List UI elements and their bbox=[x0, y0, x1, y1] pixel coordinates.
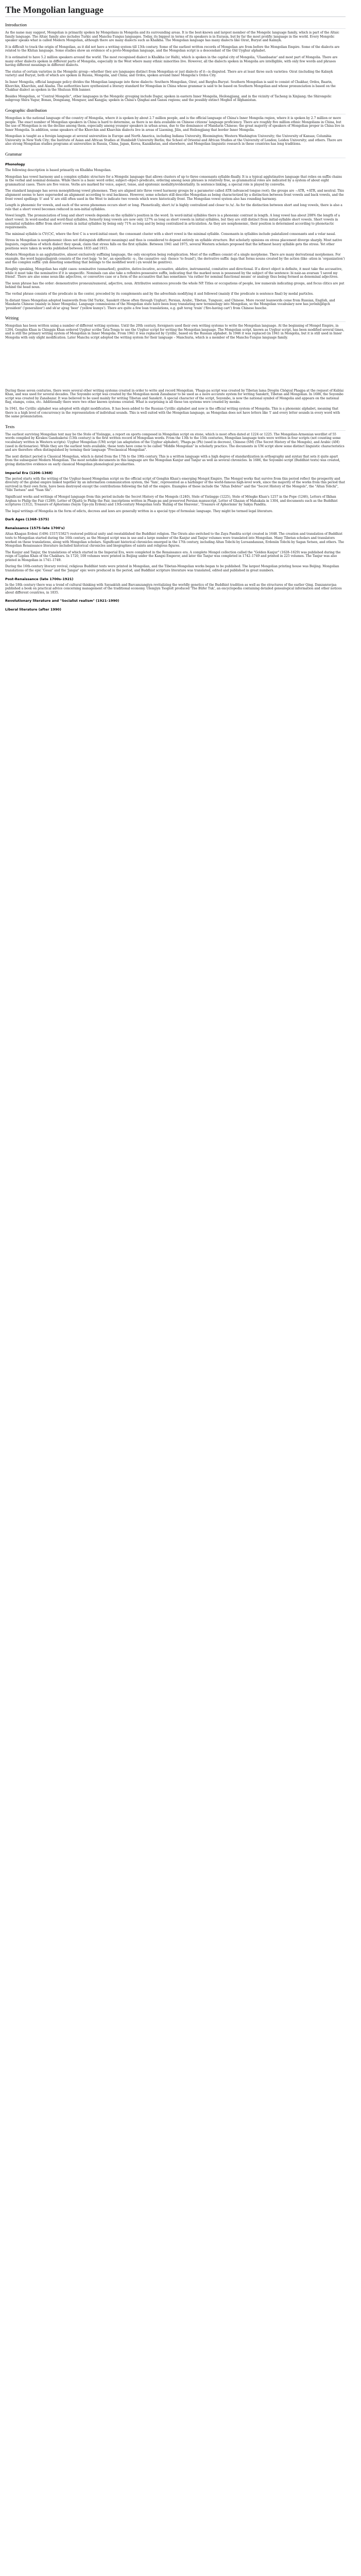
paragraph: In the 18th century there was a trend of cultural thinking with Sayaaktzh and Barcamzangiyn revitalizing the worldly genetics of the Buddhist tradition as well as the structures of the earlier Qing. Danzanravjaa published a book on practical advice concerning management of the traditional economy. Ulemjiyn Tsoglolt produced 'The Büfer Tuk', an encyclopedia containing detailed genealogical information and other notices about different countries, in 1835. bbox=[5, 583, 342, 595]
paragraph: The minimal syllable is CV(C)C, where the first C is a word-initial onset; the consonant cluster with a short vowel is the minimal syllable. Consonants in syllables include palatalized consonants and a velar nasal. bbox=[5, 232, 336, 236]
article bbox=[0, 0, 351, 619]
paragraph: In Inner Mongolia, official language policy divides the Mongolian language into three dialects: Southern Mongolian, Oirat, and Barghu-Buryat. Southern Mongolian is said to consist of Chakhar, Ordos, Baarin, Khorchin, Kharchin, and Alasha. The authorities have synthesized a literary standard for Mongolian in China whose grammar is said to be based on Southern Mongolian and whose pronunciation is based on the Chakhar dialect as spoken in the Shuluun Höh banner. bbox=[5, 80, 336, 92]
subheading-post-renaissance: Post-Renaissance (late 1700s–1921) bbox=[5, 577, 74, 581]
paragraph: The status of certain varieties in the Mongolic group—whether they are languages distinct from Mongolian or just dialects of it—is disputed. There are at least three such varieties: Oirat (including the Kalmyk variety) and Buryat, both of which are spoken in Russia, Mongolia, and China; and Ordos, spoken around Inner Mongolia's Ordos City. bbox=[5, 70, 333, 78]
section-heading-geographic-distribution: Geographic distribution bbox=[5, 108, 346, 114]
paragraph: It is estimated to have 5.2 million speakers around the world. The most recognised dialect is Khalkha (or Halh), which is spoken in the capital city of Mongolia, 'Ulaanbaatar' and most part of Mongolia. There are many other dialects spoken in different parts of Mongolia, especially in the West where many ethnic minorities live. However, all the dialects spoken in Mongolia are intelligible, with only few words and phrases having different meanings in different dialects. bbox=[5, 55, 338, 67]
paragraph: The noun phrase has the order: demonstrative pronoun/numeral, adjective, noun. Attributive sentences precede the whole NP. Titles or occupations of people, low numerals indicating groups, and focus clitics are put behind the head noun. bbox=[5, 281, 345, 290]
paragraph: Mongolian is taught as a foreign language at several universities in Europe and North America, including Indiana University, Bloomington; Western Washington University; the University of Kansas; Columbia University in New York City; the Institute of Asian and African Studies at Humboldt University Berlin; the School of Oriental and African Studies at the University of London; Leiden University; and others. There are also strong Mongolian studies programs at universities in Russia, China, Japan, Korea, Kazakhstan, and elsewhere, and Mongolian linguistic research in these countries has long traditions. bbox=[5, 134, 342, 146]
paragraph: The earliest surviving Mongolian text may be the Stele of Yisüngge, a report on sports composed in Mongolian script on stone, which is most often dated at 1224 or 1225. The Mongolian-Armenian wordlist of 55 words compiled by Kirakos Gandzaketsi (13th century) is the first written record of Mongolian words. From the 13th to the 15th centuries, Mongolian language texts were written in four scripts (not counting some vocabulary written in Western scripts): Uyghur Mongolian (UM) script (an adaptation of the Uyghur alphabet), 'Phags-pa (Ph) (used in decrees), Chinese (SM) (The Secret History of the Mongols), and Arabic (AM) (used in dictionaries). While they are the earliest texts available, these texts have come to be called "Middle Mongolian" in scholarly practice. The documents in UM script show some distinct linguistic characteristics and are therefore often distinguished by terming their language "Preclassical Mongolian". bbox=[5, 432, 345, 452]
paragraph: Length is phonemic for vowels, and each of the seven phonemes occurs short or long. Phonetically, short /o/ is highly centralized and closer to /u/. As for the distinction between short and long vowels, there is also a rule that a short vowel becomes reduced in non-initial syllables. bbox=[5, 204, 342, 211]
subheading-liberal-literature: Liberal literature (after 1990) bbox=[5, 607, 61, 612]
section-heading-writing: Writing bbox=[5, 315, 346, 322]
paragraph: It is difficult to track the origin of Mongolian, as it did not have a writing system till 13th century. Some of the earliest written records of Mongolian are from before the Mongolian Empire. Some of the dialects are related to the Khitan language. Some studies show an evidence of a proto-Mongolian language, and the Mongolian script is a descendant of the Old Uyghur alphabet. bbox=[5, 45, 340, 53]
section-heading-introduction: Introduction bbox=[5, 22, 346, 29]
subheading-imperial-era: Imperial Era (1206–1368) bbox=[5, 470, 53, 475]
paragraph: The legal writings of Mongolia in the form of edicts, decrees and laws are generally written in a special type of formulaic language. They might be termed legal literature. bbox=[5, 509, 273, 513]
paragraph: Modern Mongolian is an agglutinative, almost exclusively suffixing language, the only exception being reduplication. Most of the suffixes consist of a single morpheme. There are many derivational morphemes. For example, the word bajguullagynh consists of the root bajg- 'to be', an epenthetic -u-, the causative -uul- (hence 'to found'), the derivative suffix -laga that forms nouns created by the action (like -ation in 'organization') and the complex suffix -ynh denoting something that belongs to the modified word (-yn would be genitive). bbox=[5, 253, 345, 265]
paragraph: Mongolian has vowel harmony and a complex syllabic structure for a Mongolic language that allows clusters of up to three consonants syllable-finally. It is a typical agglutinative language that relies on suffix chains in the verbal and nominal domains. While there is a basic word order, subject–object–predicate, ordering among noun phrases is relatively free, as grammatical roles are indicated by a system of about eight grammatical cases. There are five voices. Verbs are marked for voice, aspect, tense, and epistemic modality/evidentiality. In sentence linking, a special role is played by converbs. bbox=[5, 175, 342, 187]
paragraph: Significant works and writings of Mongol language from this period include the Secret History of the Mongols (1240), Stele of Yisüngge (1225), Stele of Möngke Khan's 1257 in the Pope (1246), Letters of Ilkhan Arghun to Philip the Fair (1289), Letter of Öljaitü to Philip the Fair, inscriptions written in Phags-pa and preserved Persian manuscript, Letter of Ghazan of Mahakala in 1304, and documents such as the Buddhist scriptures (1312), Treasure of Aphorisms (Sayin Üge-yin Erdeni) and 13th-century Mongolian texts 'Ruling of the Heavens', 'Treasure of Aphorisms' by Sakya Pandita. bbox=[5, 495, 338, 507]
paragraph: Mongolian has been written using a number of different writing systems. Until the 20th century, foreigners used their own writing systems to write the Mongolian language. At the beginning of Mongol Empire, in 1204, Genghis Khan in Chinggis Khan ordered Uyghur scribe Tata-Tonga to use the Uyghur script for writing the Mongolian language. The Mongolian script, known as Uyghur script, has been modified several times, and is still the primary writing system of Mongolian in Inner Mongolia. From 1941 it was replaced by Cyrillic, based on the Russian alphabet. In 1946 it was replaced (in 1941 in Mongolia, but it is still used in Inner Mongolia with only slight modification. Later Manchu script adopted the writing system for their language – Manchuria, which is a member of the Manchu-Tungus language family. bbox=[5, 324, 345, 340]
paragraph: The Kanjur and Tanjur, the translations of which started in the Imperial Era, were completed in the Renaissance era. A complete Mongol collection called the "Golden Kanjur" (1628–1629) was published during the reign of Ligdan Khan of the Chakhars. In 1720, 108 volumes were printed in Beijing under the Kangxi Emperor, and later the Tanjur was completed in 1742–1749 and printed in 225 volumes. The Tanjur was also printed in Mongolian in 1741–1749. bbox=[5, 550, 341, 562]
subheading-revolutionary-literature: Revolutionary literature and "Socialist realism" (1921–1990) bbox=[5, 599, 119, 603]
subheading-dark-ages: Dark Ages (1368–1575) bbox=[5, 517, 49, 522]
paragraph: In distant times Mongolian adopted loanwords from Old Turkic, Sanskrit (these often through Uyghur), Persian, Arabic, Tibetan, Tungusic, and Chinese. More recent loanwords come from Russian, English, and Mandarin Chinese (mainly in Inner Mongolia). Language commissions of the Mongolian state have been busy translating new terminology into Mongolian, so the Mongolian vocabulary now has jerönhijlögch 'president' ('generalizer') and sh'ar ajrag 'beer' ('yellow kumys'). There are quite a few loan translations, e.g. galt tereg 'train' ('fire-having cart') from Chinese huoche. bbox=[5, 298, 335, 310]
paragraph: Vowel length. The pronunciation of long and short vowels depends on the syllable's position in the word. In word-initial syllables there is a phonemic contrast in length. A long vowel has about 208% the length of a short vowel. In word-medial and word-final syllables, formerly long vowels are now only 127% as long as short vowels in initial syllables, but they are still distinct from initial-syllable short vowels. Short vowels in noninitial syllables differ from short vowels in initial syllables by being only 71% as long and by being centralized in articulation. As they are nonphonemic, their position is determined according to phonotactic requirements. bbox=[5, 214, 340, 230]
paragraph: The following description is based primarily on Khalkha Mongolian. bbox=[5, 168, 112, 173]
subheading-renaissance: Renaissance (1575–late 1700's) bbox=[5, 526, 65, 531]
paragraph: Besides Mongolian, or "Central Mongolic", other languages in the Mongolic grouping include Dagur, spoken in eastern Inner Mongolia, Heilongjiang, and in the vicinity of Tacheng in Xinjiang; the Shirongolic subgroup Shira Yugur, Bonan, Dongxiang, Monguor, and Kangjia; spoken in China's Qinghai and Gansu regions; and the possibly extinct Moghol of Afghanistan. bbox=[5, 94, 332, 103]
paragraph: During these seven centuries, there were several other writing systems created in order to write and record Mongolian. 'Phags-pa script was created by Tibetan lama Drogön Chögyal Phagpa at the request of Kublai Khan, and was used for several decades. The Soyombo script was created by the Mongolian monk Zanabazar to be used as a more accurate system for writing Sanskrit, Tibetan and Mongolian. In 1686, the Soyombo script was created by Zanabazar. It was believed to be used mainly for writing Tibetan and Sanskrit. A special character of the script, Soyombo, is now the national symbol of Mongolia and appears on the national flag, stamps, coins, etc. Additionally there were two other known systems created. What is surprising is all these ten systems were created by monks. bbox=[5, 388, 344, 404]
page-title: The Mongolian language bbox=[5, 4, 346, 17]
subheading-phonology: Phonology bbox=[5, 162, 25, 167]
paragraph: Stress in Mongolian is nonphonemic (does not distinguish different meanings) and thus is considered to depend entirely on syllable structure. But scholarly opinions on stress placement diverge sharply. Most native linguists, regardless of which dialect they speak, claim that stress falls on the first syllable. Between 1941 and 1975, several Western scholars proposed that the leftmost heavy syllable gets the stress. Yet other positions were taken in works published between 1835 and 1915. bbox=[5, 239, 342, 250]
section-heading-texts: Texts bbox=[5, 424, 346, 431]
paragraph: Mongolian is the national language of the country of Mongolia, where it is spoken by about 2.7 million people, and is the official language of China's Inner Mongolia region, where it is spoken by 2.7 million or more people. The exact number of Mongolian speakers in China is hard to determine, as there is no data available on Chinese citizens' language proficiency. There are roughly five million ethnic Mongolians in China, but the use of Mongolian is on the decline among them, especially among younger speakers in urban areas, due to the dominance of Mandarin Chinese; the great majority of speakers of Mongolian proper in China live in Inner Mongolia. In addition, some speakers of the Khorchin and Kharchin dialects live in areas of Liaoning, Jilin, and Heilongjiang that border Inner Mongolia. bbox=[5, 116, 345, 132]
paragraph: As the name may suggest, Mongolian is primarily spoken by Mongolians in Mongolia and its surrounding areas. It is the best-known and largest member of the Mongolic language family, which is part of the Altaic family language. The Altaic family also includes Turkic and Manchu-Tungus languages. Today, its biggest in terms of its speakers is in Eurasia, but by far the most prolific language in the world. Every Mongolic speaker speaks what is called Modern Mongolian, although there are many dialects such as Khalkha. The Mongolian language has many dialects like Oirat, Buryat and Kalmyk. bbox=[5, 31, 339, 43]
paragraph: The period starts with the writing of the Uyghur-based Mongolian script on the official script of Genghis Khan's emerging Mongol Empire. The Mongol works that survive from this period reflect the prosperity and diversity of the global empire linked together by an information communication system, the 'Yam', represented as a harbinger of the world-famous high-level work, since the majority of the works from this period that survived in their own form, have been destroyed except the contributions following the fall of the empire. Examples of these include the "Altan Debter" and the "Secret History of the Mongols", the "Altan Tobchi", "Sibi Tsetsen" and "Yuan Shi". bbox=[5, 477, 345, 493]
paragraph: The next distinct period is Classical Mongolian, which is dated from the 17th to the 19th century. This is a written language with a high degree of standardization in orthography and syntax that sets it quite apart from the subsequent Modern Mongolian. The most notable documents in this language are the Mongolian Kanjur and Tanjur as well as several chronicles. In 1686, the Soyombo script (Buddhist texts) was created, giving distinctive evidence on early classical Mongolian phonological peculiarities. bbox=[5, 454, 340, 466]
paragraph: The verbal phrase consists of the predicate in the center, preceded by its complements and by the adverbials modifying it and followed (mainly if the predicate is sentence final) by modal particles. bbox=[5, 292, 314, 296]
paragraph: During the 16th-century literary revival, religious Buddhist texts were printed in Mongolian, and the Tibetan-Mongolian works began to be published. The largest Mongolian printing house was Beijing. Mongolian translations of the epic 'Gesar' and the 'Jangar' epic were produced in the period, and Buddhist scripture literature was translated, edited and published in great numbers. bbox=[5, 565, 339, 573]
paragraph: In 1941, the Cyrillic alphabet was adopted with slight modification. It has been added to the Russian Cyrillic alphabet and now is the official writing system of Mongolia. This is a phonemic alphabet, meaning that there is a high level of concurrency in the representation of individual sounds. This is well suited with the Mongolian language, as Mongolian does not have letters like 'l' and every letter sounds in every word with the same pronunciation. bbox=[5, 407, 340, 419]
paragraph: Altan Khagan Erdeni (1494–1557/1582?) restored political unity and reestablished the Buddhist religion. The Oirats also switched to the Zaya Pandita script created in 1648. The creation and translation of Buddhist texts to Mongolian started during the 16th century, as the Mongol script was in use and a large number of the Kanjur and Tanjur volumes were translated into Mongolian. Many Tibetan scholars and translators worked on these translations, along with Mongolian scholars. Significant historical chronicles emerged in the 17th century, including Altan Tobchi by Luvsandanzan, Erdeniin Tobchi by Sagan Setsen, and others. The Mongolian Renaissance literature included historical chronicles and biographies of saints and religious figures. bbox=[5, 532, 344, 548]
section-heading-grammar: Grammar bbox=[5, 151, 346, 158]
paragraph: Roughly speaking, Mongolian has eight cases: nominative (unmarked), genitive, dative-locative, accusative, ablative, instrumental, comitative and directional. If a direct object is definite, it must take the accusative, while it must take the nominative if it is unspecific. Nominals can also take a reflexive-possessive suffix, indicating that the marked noun is possessed by the subject of the sentence: bi naiz-aa avarsan 'I saved my friend'. There are also some noun-like adjectives, or convertive case or a form of the accusative that has sometimes 'via rather for nominal functional means' or analogy thus being formed as denominal adjectives. bbox=[5, 267, 342, 279]
blank-gap bbox=[5, 343, 346, 389]
paragraph: The standard language has seven monophthong vowel phonemes. They are aligned into three vowel harmony groups by a parameter called ATR (advanced tongue root); the groups are −ATR, +ATR, and neutral. This alignment seems to have superseded an alignment according to oral backness. However, some scholars still describe Mongolian as being characterized by a distinction between front vowels and back vowels, and the front vowel spellings 'ö' and 'ü' are still often used in the West to indicate two vowels which were historically front. The Mongolian vowel system also has rounding harmony. bbox=[5, 189, 344, 201]
